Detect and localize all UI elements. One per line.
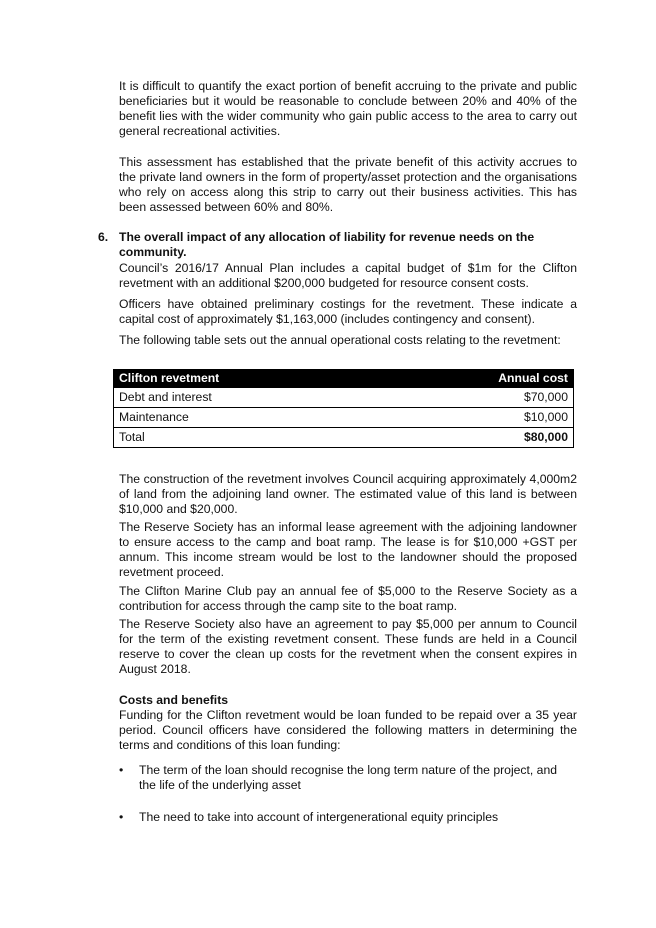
- lease-paragraph: [119, 520, 577, 580]
- bullet-icon: •: [119, 810, 124, 824]
- table-row: [114, 388, 574, 408]
- loan-funding-text: Funding for the Clifton revetment would be loan funded to be repaid over a 35 year period. Council officers have considered the following matters in determining the terms and conditions of this loan funding:: [119, 708, 577, 753]
- lease-text: The Reserve Society has an informal lease agreement with the adjoining landowner to ensure access to the camp and boat ramp. The lease is for $10,000 +GST per annum. This income stream would be lost to the landowner should the proposed revetment proceed.: [119, 520, 577, 580]
- table-row: [114, 408, 574, 428]
- table-total-row: [114, 428, 574, 448]
- row-label: Debt and interest: [114, 388, 381, 408]
- total-label: Total: [114, 428, 381, 448]
- table-header-row: [114, 369, 574, 388]
- private-benefit-text: This assessment has established that the private benefit of this activity accrues to the private land owners in the form of property/asset protection and the organisations who rely on access along this strip to carry out their business activities. This has been assessed between 60% and 80%.: [119, 155, 577, 215]
- total-value: $80,000: [380, 428, 573, 448]
- operational-costs-table: [113, 369, 574, 448]
- bullet-text: The need to take into account of intergenerational equity principles: [139, 810, 499, 824]
- private-benefit-paragraph: [119, 155, 577, 215]
- costings-paragraph: [119, 297, 577, 327]
- costings-text: Officers have obtained preliminary costings for the revetment. These indicate a capital cost of approximately $1,163,000 (includes contingency and consent).: [119, 297, 577, 327]
- marine-club-text: The Clifton Marine Club pay an annual fee of $5,000 to the Reserve Society as a contribution for access through the camp site to the boat ramp.: [119, 584, 577, 614]
- table-intro-text: The following table sets out the annual operational costs relating to the revetment:: [119, 333, 561, 347]
- annual-plan-text: Council’s 2016/17 Annual Plan includes a capital budget of $1m for the Clifton revetment with an additional $200,000 budgeted for resource consent costs.: [119, 261, 577, 291]
- costs-benefits-heading: Costs and benefits: [119, 693, 229, 707]
- land-acquisition-text: The construction of the revetment involves Council acquiring approximately 4,000m2 of land from the adjoining land owner. The estimated value of this land is between $10,000 and $20,000.: [119, 472, 577, 517]
- benefit-paragraph: [119, 79, 577, 139]
- section-heading-text: The overall impact of any allocation of liability for revenue needs on the community.: [119, 230, 535, 260]
- costs-benefits-section: [119, 693, 577, 753]
- public-benefit-text: It is difficult to quantify the exact portion of benefit accruing to the private and public beneficiaries but it would be reasonable to conclude between 20% and 40% of the benefit lies with the wider community who gain public access to the area to carry out general recreational activities.: [119, 79, 577, 139]
- list-item: [119, 763, 577, 793]
- annual-plan-paragraph: [119, 261, 577, 291]
- reserve-agreement-text: The Reserve Society also have an agreement to pay $5,000 per annum to Council for the term of the existing revetment consent. These funds are held in a Council reserve to cover the clean up costs for the revetment when the consent expires in August 2018.: [119, 617, 577, 677]
- list-item: [119, 810, 577, 825]
- bullet-icon: •: [119, 763, 124, 777]
- header-item: Clifton revetment: [114, 369, 381, 388]
- bullet-text: The term of the loan should recognise the long term nature of the project, and the life of the underlying asset: [139, 763, 558, 793]
- row-value: $10,000: [380, 408, 573, 428]
- header-cost: Annual cost: [380, 369, 573, 388]
- row-label: Maintenance: [114, 408, 381, 428]
- section-number: 6.: [98, 230, 109, 244]
- table-intro-paragraph: [119, 333, 577, 348]
- marine-club-paragraph: [119, 584, 577, 614]
- section-6-heading: [98, 230, 578, 260]
- land-acquisition-paragraph: [119, 472, 577, 517]
- row-value: $70,000: [380, 388, 573, 408]
- reserve-agreement-paragraph: [119, 617, 577, 677]
